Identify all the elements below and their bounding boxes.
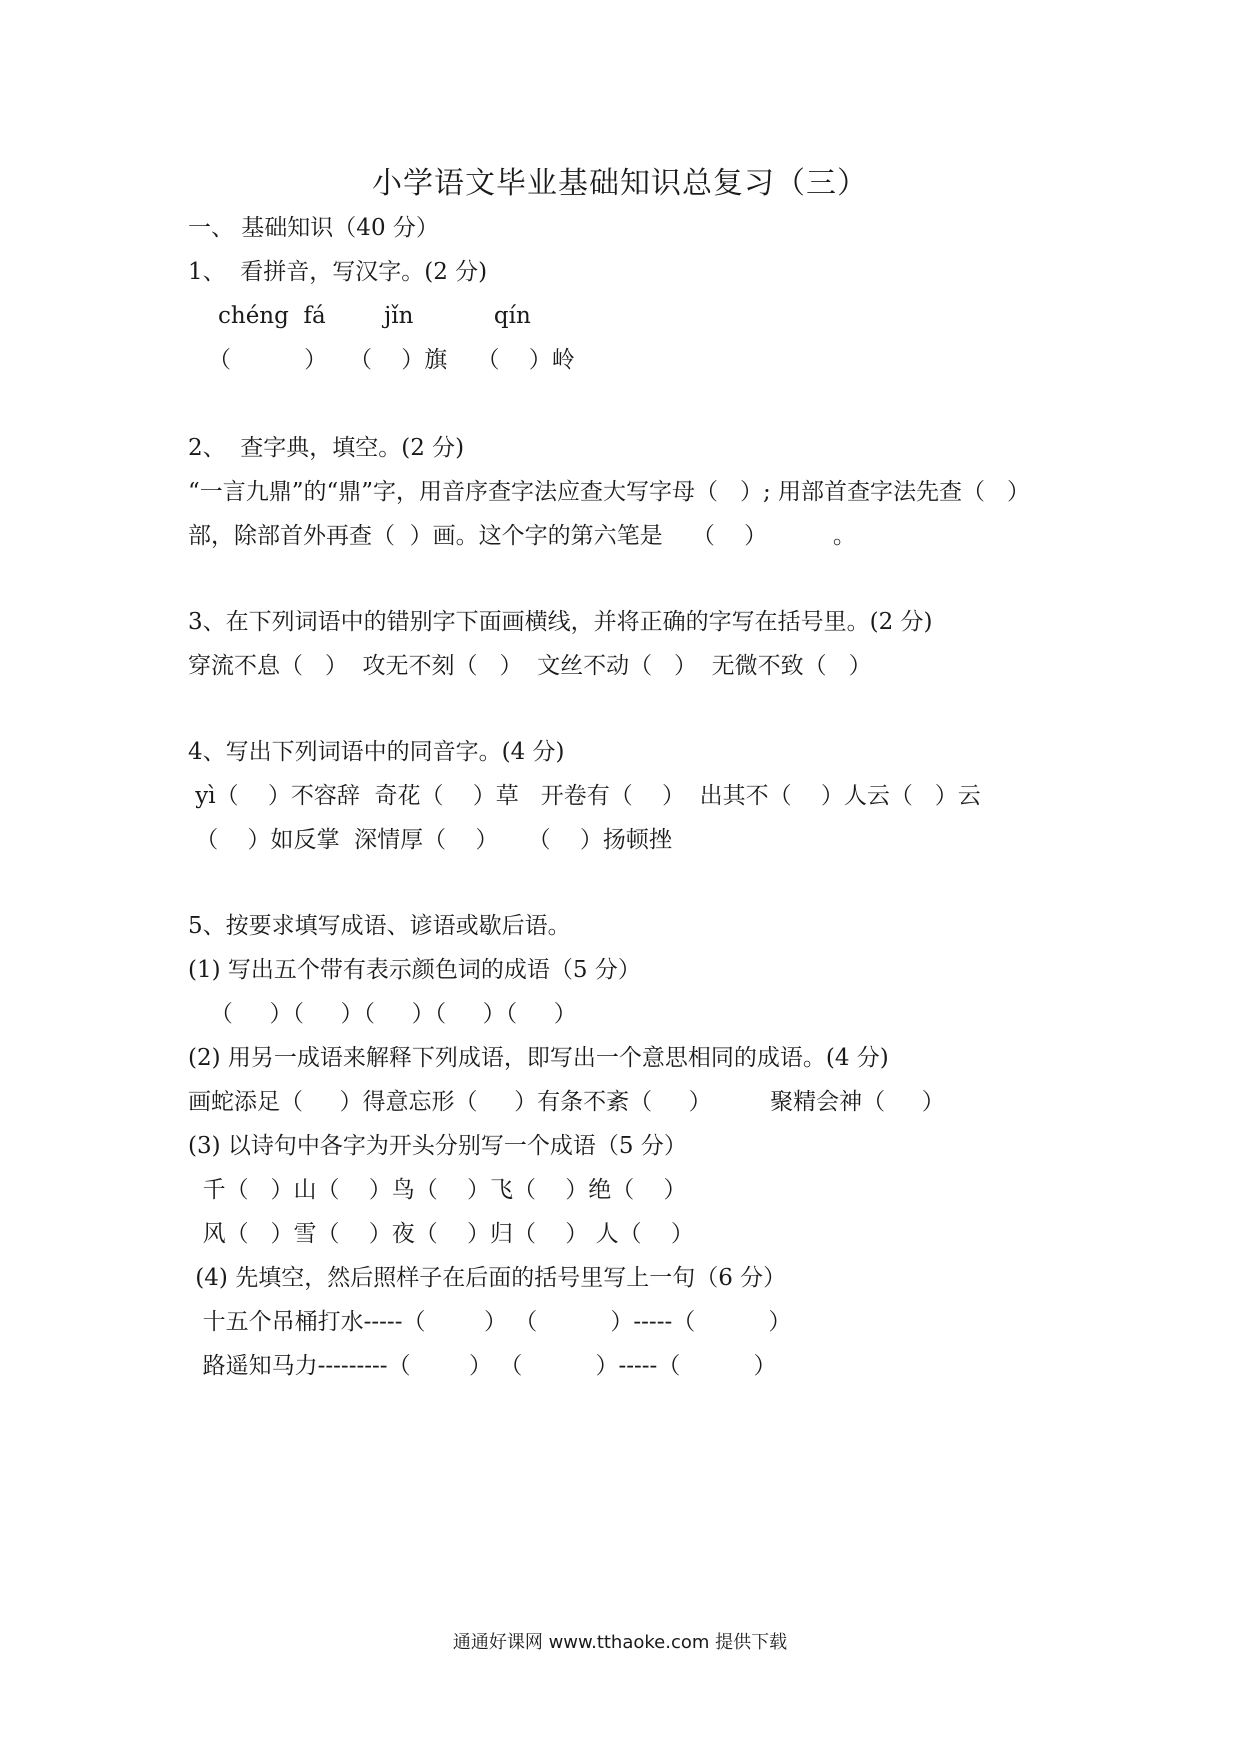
q4-line-2: （ ）如反掌 深情厚（ ） （ ）扬顿挫 xyxy=(188,827,672,853)
q3-heading: 3、在下列词语中的错别字下面画横线，并将正确的字写在括号里。(2 分) xyxy=(188,609,933,635)
q1-answers: （ ） （ ）旗 （ ）岭 xyxy=(208,347,575,373)
q3-line-1: 穿流不息（ ） 攻无不刻（ ） 文丝不动（ ） 无微不致（ ） xyxy=(188,653,872,679)
q2-line-1: “一言九鼎”的“鼎”字，用音序查字法应查大写字母（ ）; 用部首查字法先查（ ） xyxy=(188,479,1030,505)
q5-sub3-line-1: 千（ ）山（ ）鸟（ ）飞（ ）绝（ ） xyxy=(188,1177,687,1203)
q2-heading: 2、 查字典，填空。(2 分) xyxy=(188,435,465,461)
q1-heading: 1、 看拼音，写汉字。(2 分) xyxy=(188,259,488,285)
q5-sub2-heading: (2) 用另一成语来解释下列成语，即写出一个意思相同的成语。(4 分) xyxy=(188,1045,889,1071)
page-title: 小学语文毕业基础知识总复习（三） xyxy=(372,166,868,201)
q4-line-1: yì（ ）不容辞 奇花（ ）草 开卷有（ ） 出其不（ ）人云（ ）云 xyxy=(188,783,981,809)
q5-heading: 5、按要求填写成语、谚语或歇后语。 xyxy=(188,913,571,939)
q5-sub3-line-2: 风（ ）雪（ ）夜（ ）归（ ） 人（ ） xyxy=(188,1221,694,1247)
q5-sub4-line-2: 路遥知马力---------（ ） （ ）-----（ ） xyxy=(188,1353,777,1379)
footer-credit: 通通好课网 www.tthaoke.com 提供下载 xyxy=(452,1632,788,1653)
q5-sub4-heading: (4) 先填空，然后照样子在后面的括号里写上一句（6 分） xyxy=(188,1265,787,1291)
q5-sub4-line-1: 十五个吊桶打水-----（ ） （ ）-----（ ） xyxy=(188,1309,792,1335)
q2-line-2: 部，除部首外再查（ ）画。这个字的第六笔是 （ ） 。 xyxy=(188,523,856,549)
q4-heading: 4、写出下列词语中的同音字。(4 分) xyxy=(188,739,565,765)
q5-sub1-line: （ ）（ ）（ ）（ ）（ ） xyxy=(188,1001,577,1027)
section-heading-basics: 一、 基础知识（40 分） xyxy=(188,215,439,241)
q5-sub3-heading: (3) 以诗句中各字为开头分别写一个成语（5 分） xyxy=(188,1133,687,1159)
q5-sub2-line: 画蛇添足（ ）得意忘形（ ）有条不紊（ ） 聚精会神（ ） xyxy=(188,1089,945,1115)
q5-sub1-heading: (1) 写出五个带有表示颜色词的成语（5 分） xyxy=(188,957,641,983)
q1-pinyin: chéng fá jǐn qín xyxy=(218,303,531,329)
